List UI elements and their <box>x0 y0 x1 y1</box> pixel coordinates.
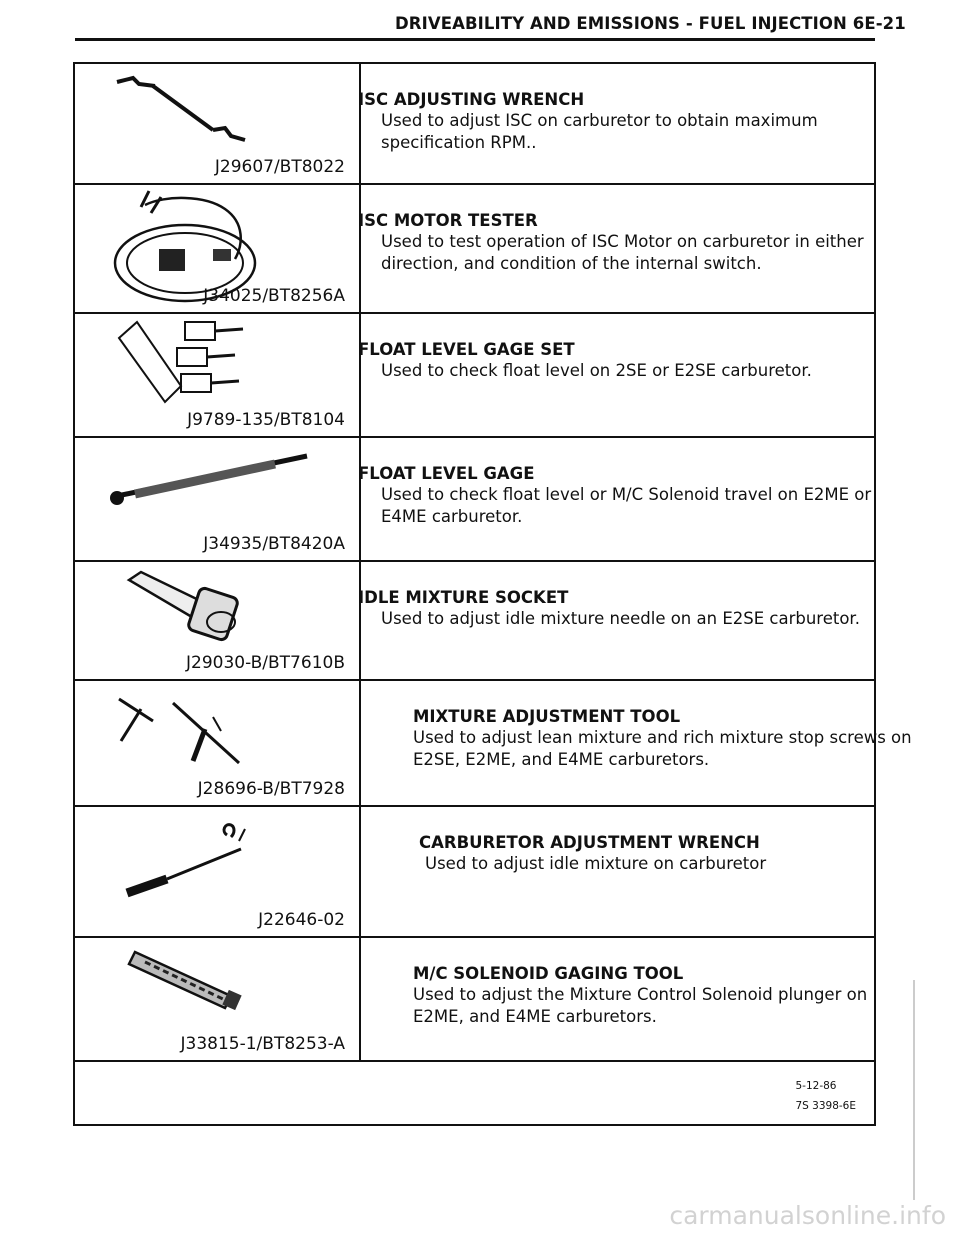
tool-text-cell <box>361 681 912 805</box>
footer-date: 5-12-86 <box>795 1080 837 1092</box>
tool-illustration-cell <box>75 938 361 1060</box>
tool-description: Used to adjust idle mixture needle on an E2SE carburetor. <box>381 609 860 628</box>
tool-row <box>75 314 874 438</box>
tool-name: FLOAT LEVEL GAGE <box>358 464 535 483</box>
tool-text-cell <box>361 938 874 1060</box>
tool-row <box>75 681 912 807</box>
tool-table <box>73 62 912 1126</box>
tool-text-cell <box>358 438 874 560</box>
tool-name: ISC MOTOR TESTER <box>358 211 538 230</box>
tool-text-cell <box>358 185 874 312</box>
tool-row <box>75 438 874 562</box>
tool-description: Used to check float level or M/C Solenoid travel on E2ME or E4ME carburetor. <box>381 485 872 526</box>
tool-description: Used to test operation of ISC Motor on carburetor in either direction, and condition of the internal switch. <box>381 232 864 273</box>
tool-illustration-cell <box>75 807 361 936</box>
tool-row <box>75 64 874 185</box>
tool-text-cell <box>358 562 874 679</box>
tool-name: FLOAT LEVEL GAGE SET <box>358 340 575 359</box>
tool-illustration-cell <box>75 681 361 805</box>
footer-reference <box>795 1076 856 1116</box>
tool-row <box>75 807 874 938</box>
tool-description: Used to adjust the Mixture Control Solenoid plunger on E2ME, and E4ME carburetors. <box>413 985 868 1026</box>
tool-name: M/C SOLENOID GAGING TOOL <box>413 964 684 983</box>
tool-name: CARBURETOR ADJUSTMENT WRENCH <box>419 833 760 852</box>
scan-edge-line <box>913 980 915 1200</box>
tool-text-cell <box>361 807 874 936</box>
tool-description: Used to adjust idle mixture on carburetor <box>425 854 767 873</box>
tool-row <box>75 938 874 1062</box>
tool-name: IDLE MIXTURE SOCKET <box>358 588 569 607</box>
tool-illustration-cell <box>75 185 361 312</box>
tool-number: J34935/BT8420A <box>203 534 345 554</box>
tool-number: J9789-135/BT8104 <box>187 410 345 430</box>
tool-row <box>75 185 874 314</box>
tool-text-cell <box>358 64 874 183</box>
tool-name: ISC ADJUSTING WRENCH <box>358 90 585 109</box>
tool-illustration-cell <box>75 438 361 560</box>
tool-description: Used to check float level on 2SE or E2SE carburetor. <box>381 361 812 380</box>
page-header: DRIVEABILITY AND EMISSIONS - FUEL INJECTION 6E-21 <box>395 14 906 33</box>
tool-text-cell <box>358 314 874 436</box>
footer-code: 7S 3398-6E <box>795 1100 856 1112</box>
tool-description: Used to adjust ISC on carburetor to obtain maximum specification RPM.. <box>381 111 818 152</box>
tool-number: J28696-B/BT7928 <box>197 779 345 799</box>
tool-row <box>75 562 874 681</box>
header-rule <box>75 38 875 41</box>
tool-name: MIXTURE ADJUSTMENT TOOL <box>413 707 681 726</box>
tool-illustration-cell <box>75 314 361 436</box>
tool-description: Used to adjust lean mixture and rich mixture stop screws on E2SE, E2ME, and E4ME carburetors. <box>413 728 912 769</box>
tool-number: J22646-02 <box>258 910 345 930</box>
tool-number: J29030-B/BT7610B <box>186 653 345 673</box>
tool-number: J33815-1/BT8253-A <box>180 1034 345 1054</box>
watermark: carmanualsonline.info <box>669 1201 946 1230</box>
tool-number: J29607/BT8022 <box>214 157 345 177</box>
tool-illustration-cell <box>75 64 361 183</box>
tool-number: J34025/BT8256A <box>203 286 345 306</box>
tool-illustration-cell <box>75 562 361 679</box>
